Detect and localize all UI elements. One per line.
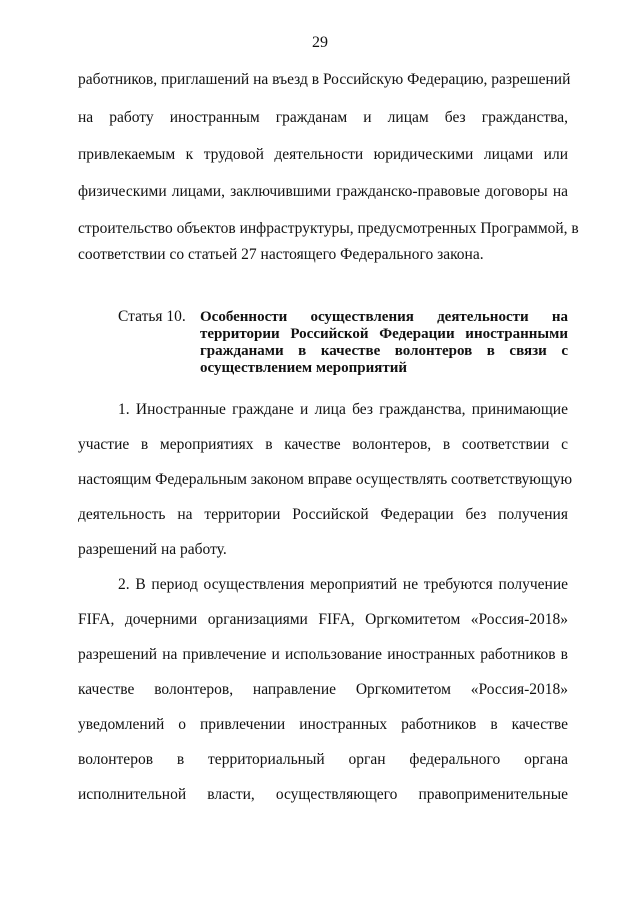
paragraph-line: на работу иностранным гражданам и лицам без гражданства, — [78, 109, 568, 126]
page-number: 29 — [312, 34, 328, 51]
article-title-line: Особенности осуществления деятельности на — [200, 309, 568, 325]
paragraph-line: качестве волонтеров, направление Оргкомитетом «Россия-2018» — [78, 681, 568, 698]
paragraph-line: деятельность на территории Российской Федерации без получения — [78, 506, 568, 523]
paragraph-line: разрешений на работу. — [78, 541, 227, 558]
article-label: Статья 10. — [118, 308, 186, 325]
paragraph-line: разрешений на привлечение и использование иностранных работников в — [78, 646, 568, 663]
paragraph-line: настоящим Федеральным законом вправе осуществлять соответствующую — [78, 471, 573, 488]
paragraph-line: исполнительной власти, осуществляющего правоприменительные — [78, 786, 568, 803]
paragraph-line: строительство объектов инфраструктуры, предусмотренных Программой, в — [78, 220, 579, 237]
paragraph-line: физическими лицами, заключившими гражданско-правовые договоры на — [78, 183, 568, 200]
article-title-line: осуществлением мероприятий — [200, 360, 407, 376]
paragraph-line: волонтеров в территориальный орган федерального органа — [78, 751, 568, 768]
paragraph-line: 1. Иностранные граждане и лица без гражданства, принимающие — [118, 401, 568, 418]
paragraph-line: работников, приглашений на въезд в Российскую Федерацию, разрешений — [78, 71, 571, 88]
article-title-line: гражданами в качестве волонтеров в связи с — [200, 343, 568, 359]
paragraph-line: участие в мероприятиях в качестве волонтеров, в соответствии с — [78, 436, 568, 453]
paragraph-line: привлекаемым к трудовой деятельности юридическими лицами или — [78, 146, 568, 163]
paragraph-line: 2. В период осуществления мероприятий не требуются получение — [118, 576, 568, 593]
paragraph-line: соответствии со статьей 27 настоящего Федерального закона. — [78, 246, 484, 263]
paragraph-line: FIFA, дочерними организациями FIFA, Оргкомитетом «Россия-2018» — [78, 611, 568, 628]
paragraph-line: уведомлений о привлечении иностранных работников в качестве — [78, 716, 568, 733]
article-title-line: территории Российской Федерации иностранными — [200, 326, 568, 342]
